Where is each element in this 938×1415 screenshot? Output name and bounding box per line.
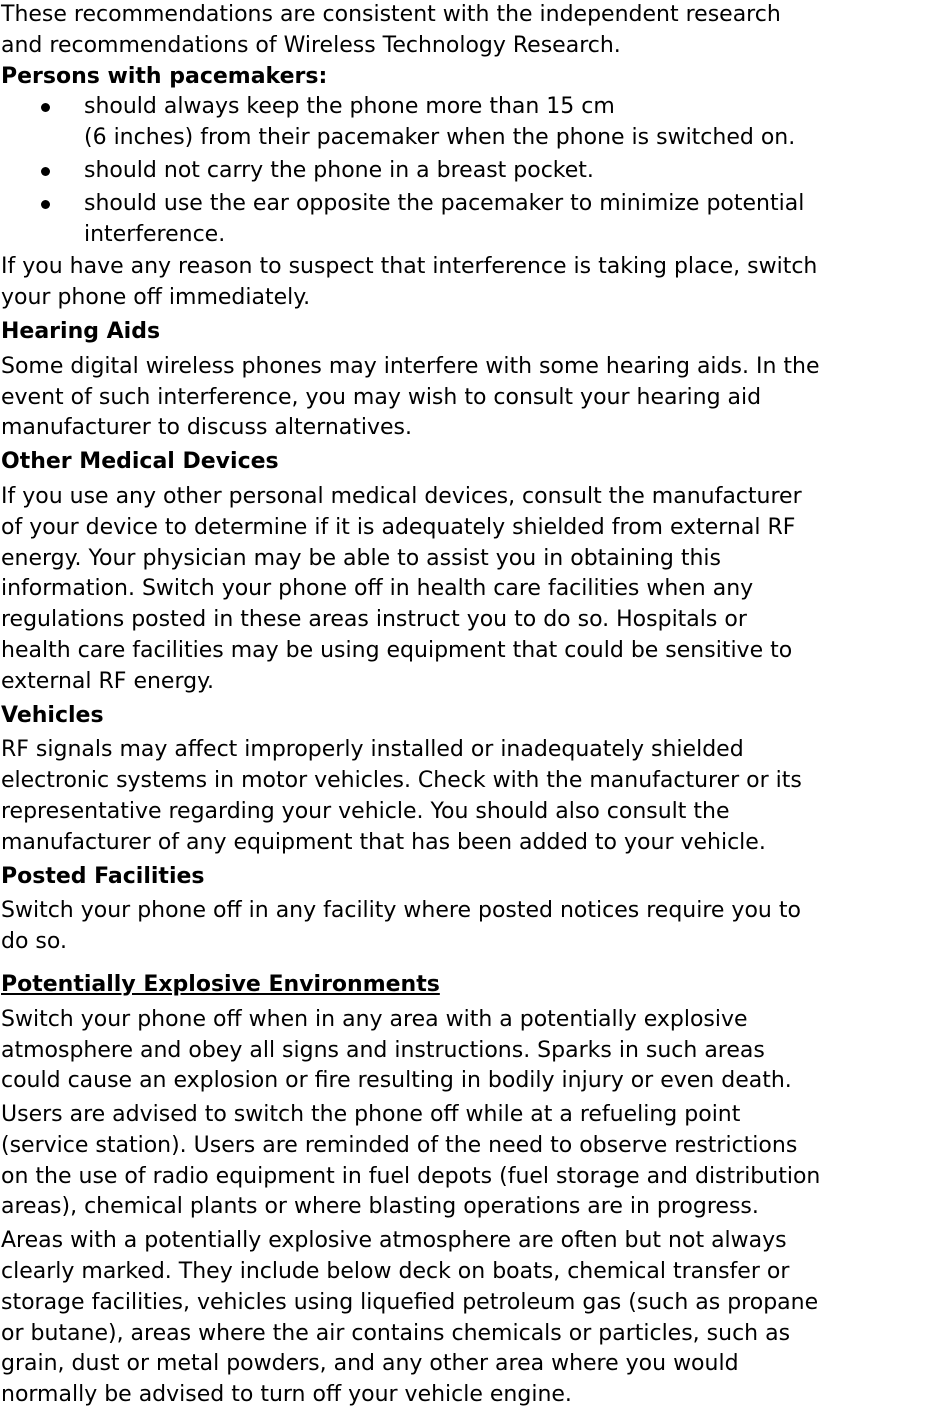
- text-line: Switch your phone off when in any area with a potentially explosive: [1, 1006, 748, 1032]
- vehicles-heading: Vehicles: [1, 702, 104, 728]
- text-line: of your device to determine if it is adequately shielded from external RF: [1, 514, 796, 540]
- explosive-paragraph-2: [1, 1100, 938, 1223]
- text-line: representative regarding your vehicle. You should also consult the: [1, 798, 730, 824]
- text-line: interference.: [84, 221, 226, 247]
- pacemakers-list: [1, 92, 938, 250]
- hearing-aids-heading: Hearing Aids: [1, 318, 161, 344]
- text-line: normally be advised to turn off your vehicle engine.: [1, 1382, 572, 1408]
- text-line: These recommendations are consistent with the independent research: [1, 2, 781, 27]
- posted-facilities-heading: Posted Facilities: [1, 863, 205, 889]
- text-line: If you have any reason to suspect that interference is taking place, switch: [1, 254, 818, 280]
- explosive-environments-heading: Potentially Explosive Environments: [1, 971, 440, 997]
- text-line: do so.: [1, 929, 67, 955]
- list-item: [1, 92, 938, 154]
- text-line: grain, dust or metal powders, and any other area where you would: [1, 1351, 739, 1377]
- text-line: your phone off immediately.: [1, 285, 311, 311]
- text-line: Switch your phone off in any facility where posted notices require you to: [1, 898, 801, 924]
- pacemakers-heading: Persons with pacemakers:: [1, 63, 328, 89]
- document-page: [1, 0, 938, 1411]
- text-line: (6 inches) from their pacemaker when the phone is switched on.: [84, 125, 796, 151]
- text-line: regulations posted in these areas instruct you to do so. Hospitals or: [1, 607, 747, 633]
- medical-devices-paragraph: [1, 482, 938, 698]
- posted-facilities-paragraph: [1, 896, 938, 958]
- text-line: clearly marked. They include below deck on boats, chemical transfer or: [1, 1259, 790, 1285]
- text-line: on the use of radio equipment in fuel depots (fuel storage and distribution: [1, 1163, 821, 1189]
- text-line: and recommendations of Wireless Technology Research.: [1, 32, 621, 58]
- vehicles-paragraph: [1, 735, 938, 858]
- text-line: Some digital wireless phones may interfere with some hearing aids. In the: [1, 353, 820, 379]
- text-line: health care facilities may be using equipment that could be sensitive to: [1, 637, 793, 663]
- text-line: information. Switch your phone off in health care facilities when any: [1, 576, 754, 602]
- text-line: external RF energy.: [1, 668, 214, 694]
- intro-paragraph: [1, 0, 938, 62]
- bullet-icon: [41, 167, 50, 176]
- list-item: [1, 189, 938, 251]
- hearing-aids-paragraph: [1, 352, 938, 444]
- text-line: manufacturer of any equipment that has been added to your vehicle.: [1, 829, 766, 855]
- explosive-paragraph-1: [1, 1005, 938, 1097]
- text-line: could cause an explosion or fire resulting in bodily injury or even death.: [1, 1068, 792, 1094]
- text-line: atmosphere and obey all signs and instructions. Sparks in such areas: [1, 1037, 765, 1063]
- bullet-icon: [41, 200, 50, 209]
- text-line: (service station). Users are reminded of the need to observe restrictions: [1, 1132, 798, 1158]
- bullet-icon: [41, 103, 50, 112]
- text-line: should always keep the phone more than 15 cm: [84, 94, 615, 120]
- text-line: should use the ear opposite the pacemaker to minimize potential: [84, 190, 805, 216]
- list-item: [1, 156, 938, 187]
- text-line: Users are advised to switch the phone off while at a refueling point: [1, 1102, 741, 1128]
- text-line: manufacturer to discuss alternatives.: [1, 415, 412, 441]
- text-line: or butane), areas where the air contains chemicals or particles, such as: [1, 1320, 791, 1346]
- text-line: event of such interference, you may wish to consult your hearing aid: [1, 384, 762, 410]
- text-line: electronic systems in motor vehicles. Check with the manufacturer or its: [1, 768, 802, 794]
- text-line: energy. Your physician may be able to assist you in obtaining this: [1, 545, 721, 571]
- text-line: should not carry the phone in a breast pocket.: [84, 157, 594, 183]
- medical-devices-heading: Other Medical Devices: [1, 449, 279, 475]
- text-line: Areas with a potentially explosive atmosphere are often but not always: [1, 1228, 787, 1254]
- pacemakers-note: [1, 252, 938, 314]
- text-line: RF signals may affect improperly installed or inadequately shielded: [1, 737, 744, 763]
- text-line: storage facilities, vehicles using liquefied petroleum gas (such as propane: [1, 1289, 819, 1315]
- explosive-paragraph-3: [1, 1226, 938, 1411]
- text-line: If you use any other personal medical devices, consult the manufacturer: [1, 483, 802, 509]
- text-line: areas), chemical plants or where blasting operations are in progress.: [1, 1194, 759, 1220]
